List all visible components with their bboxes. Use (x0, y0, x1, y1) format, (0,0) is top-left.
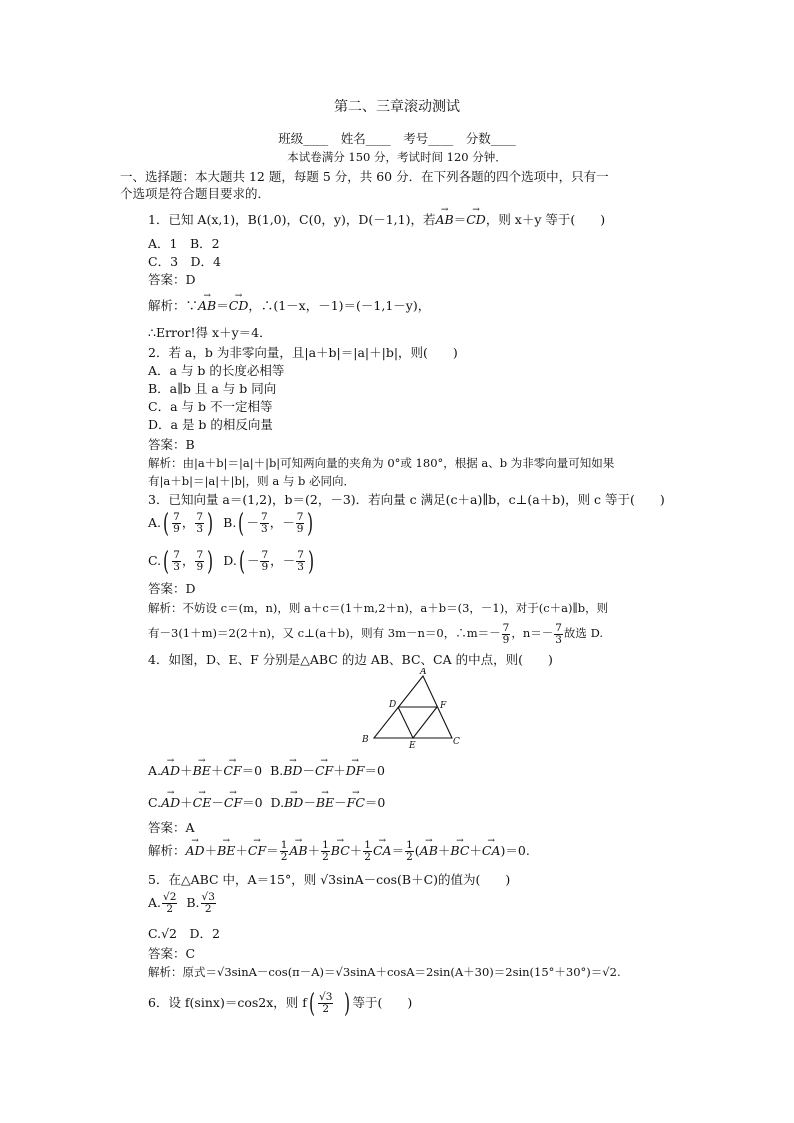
q5-stem: 5．在△ABC 中，A＝15°，则 √3sinA－cos(B＋C)的值为( ) (148, 872, 511, 887)
header-fields: 班级____ 姓名____ 考号____ 分数____ (278, 131, 516, 146)
q4-options-cd: C.→ AD＋→ CE－→ CF＝0 D.→ BD－→ BE－→ FC＝0 (148, 795, 385, 811)
exam-note: 本试卷满分 150 分，考试时间 120 分钟． (287, 150, 507, 164)
midpoint-triangle (398, 707, 437, 738)
section-intro-1: 一、选择题：本大题共 12 题，每题 5 分，共 60 分．在下列各题的四个选项中，只有一 (120, 169, 609, 184)
q5-solution: 解析：原式＝√3sinA－cos(π－A)＝√3sinA＋cosA＝2sin(A＋30)＝2sin(15°＋30°)＝√2. (148, 965, 621, 979)
q3-solution-2: 有－3(1＋m)＝2(2＋n)，又 c⊥(a＋b)，则有 3m－n＝0，∴m＝－ $\frac{7}{9}$ ，n＝－ $\frac{7}{3}$ 故选 D. (148, 621, 604, 646)
q3-options-cd: C.( $\frac{7}{3}$ ， $\frac{7}{9}$ ) D.( － $\frac{7}{9}$ ，－ $\frac{7}{3}$ ) (148, 546, 315, 577)
triangle-figure (360, 668, 462, 752)
q2-answer: 答案：B (148, 437, 195, 452)
q4-options-ab: A.→ AD＋→ BE＋→ CF＝0 B.→ BD－→ CF＋→ DF＝0 (148, 763, 385, 779)
section-intro-2: 个选项是符合题目要求的． (120, 186, 271, 201)
q2-option-b: B．a∥b 且 a 与 b 同向 (148, 381, 277, 396)
q5-answer: 答案：C (148, 946, 196, 961)
label-f: F (440, 701, 447, 711)
q1-solution: 解析：∵→ AB＝→ CD，∴(1－x，－1)＝(－1,1－y)， (148, 298, 430, 314)
q3-options-ab: A.( $\frac{7}{9}$ ， $\frac{7}{3}$ ) B.( － $\frac{7}{3}$ ，－ $\frac{7}{9}$ ) (148, 508, 314, 539)
q2-option-c: C．a 与 b 不一定相等 (148, 399, 273, 414)
q2-option-d: D．a 是 b 的相反向量 (148, 417, 273, 432)
label-e: E (409, 741, 416, 751)
q6-stem: 6．设 f(sinx)＝cos2x，则 f( $\frac{√3}{2}$ ) 等于( ) (148, 988, 413, 1019)
page-title: 第二、三章滚动测试 (334, 99, 460, 115)
q4-solution: 解析：→ AD＋→ BE＋→ CF＝ $\frac{1}{2}$ → AB＋ $\frac{1}{2}$ → BC＋ $\frac{1}{2}$ → CA＝ $\frac{1}{2}$ (→ AB＋→ BC＋→ CA)＝0. (148, 838, 530, 864)
q1-solution-2: ∴Error!得 x＋y＝4． (148, 325, 272, 340)
q1-options-cd: C．3 D．4 (148, 254, 221, 269)
q1-answer: 答案：D (148, 272, 196, 287)
q3-stem: 3．已知向量 a＝(1,2)，b＝(2，－3)．若向量 c 满足(c＋a)∥b，c⊥(a＋b)，则 c 等于( ) (148, 492, 665, 507)
q1-options-ab: A．1 B．2 (148, 236, 220, 251)
label-c: C (453, 737, 460, 747)
q2-option-a: A．a 与 b 的长度必相等 (148, 363, 285, 378)
q2-stem: 2．若 a，b 为非零向量，且|a＋b|＝|a|＋|b|，则( ) (148, 345, 458, 360)
q4-stem: 4．如图，D、E、F 分别是△ABC 的边 AB、BC、CA 的中点，则( ) (148, 652, 553, 667)
label-d: D (389, 700, 397, 710)
q2-solution-1: 解析：由|a＋b|＝|a|＋|b|可知两向量的夹角为 0°或 180°，根据 a、b 为非零向量可知如果 (148, 456, 615, 470)
q4-answer: 答案：A (148, 820, 195, 835)
q5-options-ab: A. $\frac{√2}{2}$ B. $\frac{√3}{2}$ (148, 891, 215, 915)
q2-solution-2: 有|a＋b|＝|a|＋|b|，则 a 与 b 必同向． (148, 474, 356, 488)
q3-solution-1: 解析：不妨设 c＝(m，n)，则 a＋c＝(1＋m,2＋n)，a＋b＝(3，－1)，对于(c＋a)∥b，则 (148, 601, 609, 615)
q5-options-cd: C.√2 D．2 (148, 926, 220, 941)
q1-stem: 1．已知 A(x,1)，B(1,0)，C(0，y)，D(－1,1)，若→ AB＝→ CD，则 x＋y 等于( ) (148, 212, 605, 228)
label-b: B (362, 735, 369, 745)
label-a: A (420, 668, 427, 677)
q3-answer: 答案：D (148, 581, 196, 596)
